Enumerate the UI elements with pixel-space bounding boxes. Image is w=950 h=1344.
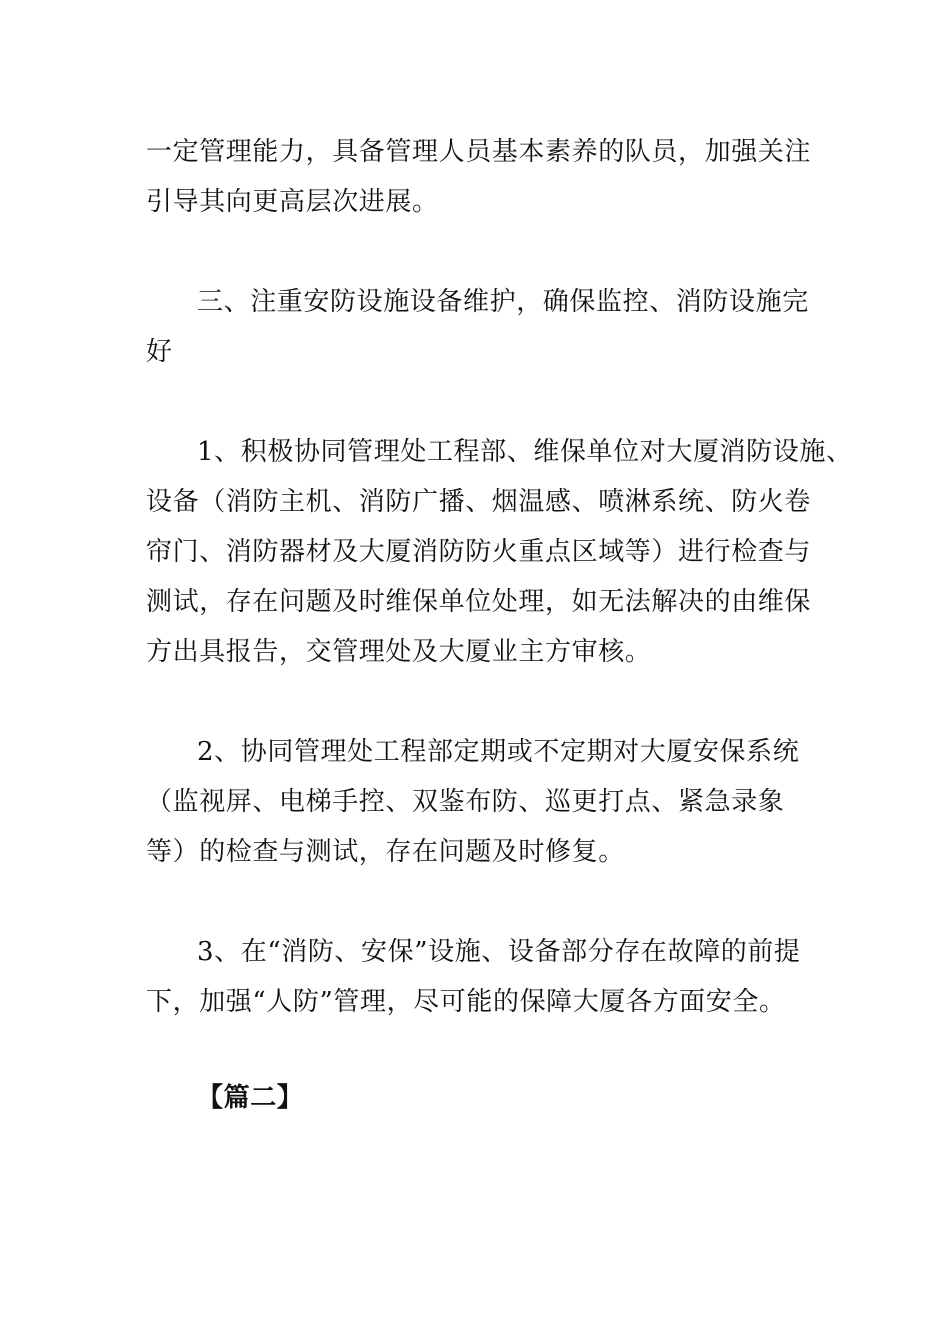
list-item-line: （监视屏、电梯手控、双鉴布防、巡更打点、紧急录象 <box>146 787 785 817</box>
list-item-line: 1、积极协同管理处工程部、维保单位对大厦消防设施、 <box>197 437 853 467</box>
list-item-line: 3、在“消防、安保”设施、设备部分存在故障的前提 <box>197 937 801 967</box>
section-heading-line: 三、注重安防设施设备维护，确保监控、消防设施完 <box>197 287 809 317</box>
list-item-line: 2、协同管理处工程部定期或不定期对大厦安保系统 <box>197 737 800 767</box>
list-item-line: 下，加强“人防”管理，尽可能的保障大厦各方面安全。 <box>146 987 786 1017</box>
part-two-heading: 【篇二】 <box>197 1083 304 1113</box>
list-item-line: 设备（消防主机、消防广播、烟温感、喷淋系统、防火卷 <box>146 487 812 517</box>
list-item-line: 等）的检查与测试，存在问题及时修复。 <box>146 837 625 867</box>
paragraph-line: 引导其向更高层次进展。 <box>146 187 439 217</box>
list-item-line: 方出具报告，交管理处及大厦业主方审核。 <box>146 637 652 667</box>
paragraph-line: 一定管理能力，具备管理人员基本素养的队员，加强关注 <box>146 137 812 167</box>
list-item-line: 帘门、消防器材及大厦消防防火重点区域等）进行检查与 <box>146 537 812 567</box>
section-heading-line: 好 <box>146 337 173 367</box>
list-item-line: 测试，存在问题及时维保单位处理，如无法解决的由维保 <box>146 587 812 617</box>
